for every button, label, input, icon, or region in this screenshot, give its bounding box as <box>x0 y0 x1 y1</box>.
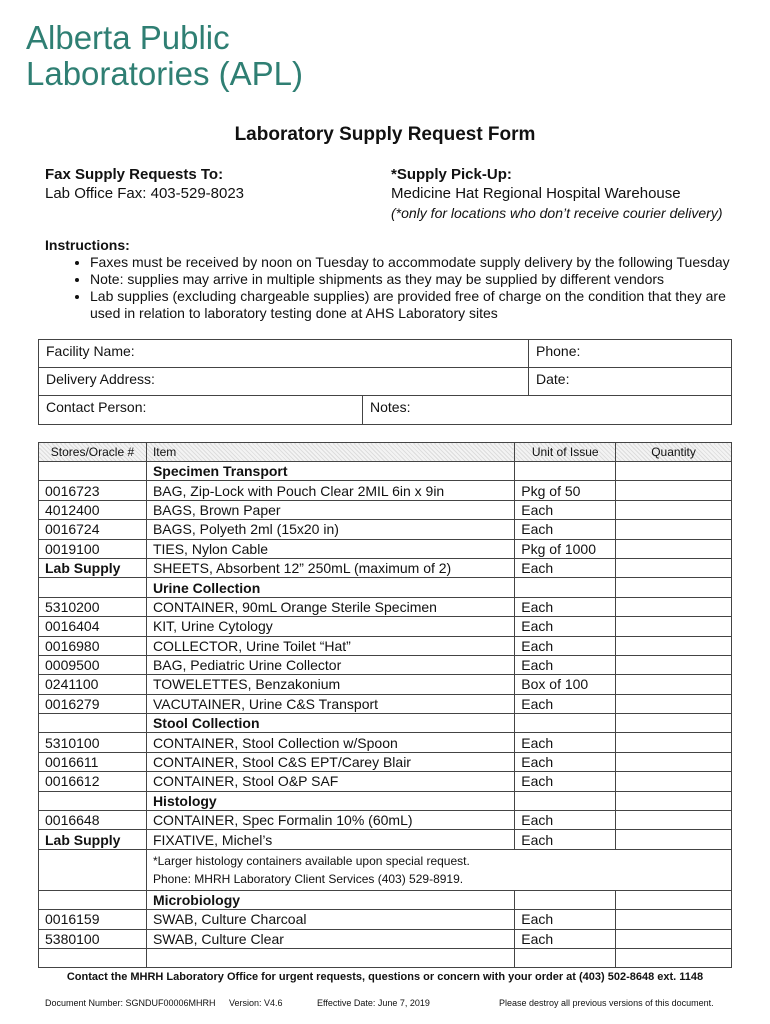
facility-info-table <box>38 339 732 425</box>
quantity-input-cell[interactable] <box>616 811 732 830</box>
fax-heading: Fax Supply Requests To: <box>45 166 224 183</box>
org-title-line2: Laboratories (APL) <box>26 55 303 92</box>
table-row <box>39 655 732 674</box>
stores-oracle-cell: Lab Supply <box>39 830 147 849</box>
supply-table-body <box>39 462 732 968</box>
supply-table <box>38 442 732 968</box>
item-cell: TIES, Nylon Cable <box>146 539 514 558</box>
stores-oracle-cell: 5310200 <box>39 597 147 616</box>
pickup-line: Medicine Hat Regional Hospital Warehouse <box>391 185 681 202</box>
table-row <box>39 929 732 948</box>
stores-oracle-cell: 0016404 <box>39 617 147 636</box>
table-row <box>39 539 732 558</box>
table-row <box>39 948 732 967</box>
unit-of-issue-cell: Each <box>515 597 616 616</box>
instructions <box>45 237 735 322</box>
table-row <box>39 617 732 636</box>
item-cell: BAGS, Polyeth 2ml (15x20 in) <box>146 520 514 539</box>
item-cell <box>146 948 514 967</box>
table-row <box>39 733 732 752</box>
unit-of-issue-cell: Each <box>515 500 616 519</box>
stores-oracle-cell: 0019100 <box>39 539 147 558</box>
stores-oracle-cell: 0016612 <box>39 772 147 791</box>
item-cell: SWAB, Culture Clear <box>146 929 514 948</box>
stores-oracle-cell <box>39 849 147 890</box>
item-cell: COLLECTOR, Urine Toilet “Hat” <box>146 636 514 655</box>
quantity-input-cell[interactable] <box>616 481 732 500</box>
category-label: Microbiology <box>146 890 514 909</box>
unit-of-issue-cell: Each <box>515 617 616 636</box>
quantity-input-cell[interactable] <box>616 890 732 909</box>
stores-oracle-cell: Lab Supply <box>39 558 147 577</box>
table-row <box>39 675 732 694</box>
unit-of-issue-cell <box>515 791 616 810</box>
quantity-input-cell[interactable] <box>616 500 732 519</box>
unit-of-issue-cell: Each <box>515 733 616 752</box>
pickup-note: (*only for locations who don’t receive courier delivery) <box>391 205 723 221</box>
stores-oracle-cell: 0016724 <box>39 520 147 539</box>
quantity-input-cell[interactable] <box>616 929 732 948</box>
unit-of-issue-cell: Each <box>515 694 616 713</box>
stores-oracle-cell <box>39 462 147 481</box>
quantity-input-cell[interactable] <box>616 462 732 481</box>
instruction-item: • Note: supplies may arrive in multiple shipments as they may be supplied by different vendors <box>90 271 735 288</box>
stores-oracle-cell <box>39 578 147 597</box>
unit-of-issue-cell <box>515 890 616 909</box>
quantity-input-cell[interactable] <box>616 578 732 597</box>
contact-footer: Contact the MHRH Laboratory Office for urgent requests, questions or concern with your order at (403) 502-8648 ext. 1148 <box>66 971 704 983</box>
item-cell: CONTAINER, Stool O&P SAF <box>146 772 514 791</box>
quantity-input-cell[interactable] <box>616 539 732 558</box>
phone-field[interactable]: Phone: <box>529 340 732 368</box>
unit-of-issue-cell: Each <box>515 910 616 929</box>
table-row <box>39 830 732 849</box>
stores-oracle-cell: 0016611 <box>39 752 147 771</box>
contact-person-field[interactable]: Contact Person: <box>39 396 363 425</box>
quantity-input-cell[interactable] <box>616 655 732 674</box>
stores-oracle-cell: 0016159 <box>39 910 147 929</box>
table-row <box>39 811 732 830</box>
category-row <box>39 462 732 481</box>
stores-oracle-cell: 0016648 <box>39 811 147 830</box>
note-line: *Larger histology containers available upon special request. <box>152 853 470 868</box>
date-field[interactable]: Date: <box>529 368 732 396</box>
item-cell: SHEETS, Absorbent 12” 250mL (maximum of 2) <box>146 558 514 577</box>
quantity-input-cell[interactable] <box>616 733 732 752</box>
item-cell: TOWELETTES, Benzakonium <box>146 675 514 694</box>
category-label: Urine Collection <box>146 578 514 597</box>
quantity-input-cell[interactable] <box>616 948 732 967</box>
unit-of-issue-cell: Each <box>515 752 616 771</box>
instructions-heading: Instructions: <box>45 237 130 253</box>
fax-line: Lab Office Fax: 403-529-8023 <box>45 185 245 202</box>
item-cell: CONTAINER, 90mL Orange Sterile Specimen <box>146 597 514 616</box>
instructions-list <box>45 254 735 322</box>
item-cell: BAGS, Brown Paper <box>146 500 514 519</box>
quantity-input-cell[interactable] <box>616 558 732 577</box>
category-label: Stool Collection <box>146 714 514 733</box>
item-cell: SWAB, Culture Charcoal <box>146 910 514 929</box>
category-label: Specimen Transport <box>146 462 514 481</box>
instruction-item: • Faxes must be received by noon on Tuesday to accommodate supply delivery by the following Tuesday <box>90 254 735 271</box>
item-cell: VACUTAINER, Urine C&S Transport <box>146 694 514 713</box>
stores-oracle-cell: 0241100 <box>39 675 147 694</box>
unit-of-issue-cell: Pkg of 1000 <box>515 539 616 558</box>
quantity-input-cell[interactable] <box>616 694 732 713</box>
category-row <box>39 578 732 597</box>
category-row <box>39 714 732 733</box>
quantity-input-cell[interactable] <box>616 636 732 655</box>
unit-of-issue-cell: Each <box>515 655 616 674</box>
quantity-input-cell[interactable] <box>616 910 732 929</box>
stores-oracle-cell: 0016723 <box>39 481 147 500</box>
table-row <box>39 636 732 655</box>
unit-of-issue-cell: Each <box>515 558 616 577</box>
stores-oracle-cell <box>39 791 147 810</box>
header-quantity: Quantity <box>616 443 732 462</box>
unit-of-issue-cell: Box of 100 <box>515 675 616 694</box>
quantity-input-cell[interactable] <box>616 520 732 539</box>
quantity-input-cell[interactable] <box>616 830 732 849</box>
fax-section <box>45 165 244 203</box>
stores-oracle-cell: 0016980 <box>39 636 147 655</box>
item-cell: FIXATIVE, Michel’s <box>146 830 514 849</box>
unit-of-issue-cell <box>515 578 616 597</box>
note-row <box>39 849 732 890</box>
item-cell <box>146 849 731 890</box>
table-row <box>39 694 732 713</box>
table-row <box>39 520 732 539</box>
instruction-item: • Lab supplies (excluding chargeable supplies) are provided free of charge on the condition that they are used in relation to laboratory testing done at AHS Laboratory sites <box>90 288 735 322</box>
effective-date: Effective Date: June 7, 2019 <box>317 998 430 1008</box>
organization-title <box>26 20 303 92</box>
table-row <box>39 752 732 771</box>
document-number: Document Number: SGNDUF00006MHRH <box>45 998 216 1008</box>
unit-of-issue-cell: Each <box>515 636 616 655</box>
document-version: Version: V4.6 <box>229 998 283 1008</box>
notes-field[interactable]: Notes: <box>363 396 732 425</box>
supply-table-header <box>39 443 732 462</box>
stores-oracle-cell: 0009500 <box>39 655 147 674</box>
header-unit-of-issue: Unit of Issue <box>515 443 616 462</box>
quantity-input-cell[interactable] <box>616 675 732 694</box>
unit-of-issue-cell: Each <box>515 811 616 830</box>
pickup-heading: *Supply Pick-Up: <box>391 166 512 183</box>
table-row <box>39 597 732 616</box>
unit-of-issue-cell <box>515 714 616 733</box>
quantity-input-cell[interactable] <box>616 791 732 810</box>
item-cell: CONTAINER, Stool Collection w/Spoon <box>146 733 514 752</box>
unit-of-issue-cell: Each <box>515 929 616 948</box>
destroy-notice: Please destroy all previous versions of this document. <box>499 998 714 1008</box>
unit-of-issue-cell <box>515 462 616 481</box>
quantity-input-cell[interactable] <box>616 752 732 771</box>
item-cell: CONTAINER, Stool C&S EPT/Carey Blair <box>146 752 514 771</box>
item-cell: BAG, Zip-Lock with Pouch Clear 2MIL 6in x 9in <box>146 481 514 500</box>
unit-of-issue-cell: Pkg of 50 <box>515 481 616 500</box>
pickup-section <box>391 165 722 223</box>
unit-of-issue-cell: Each <box>515 772 616 791</box>
category-label: Histology <box>146 791 514 810</box>
unit-of-issue-cell <box>515 948 616 967</box>
table-row <box>39 481 732 500</box>
stores-oracle-cell <box>39 890 147 909</box>
table-row <box>39 910 732 929</box>
item-cell: BAG, Pediatric Urine Collector <box>146 655 514 674</box>
stores-oracle-cell <box>39 714 147 733</box>
quantity-input-cell[interactable] <box>616 617 732 636</box>
table-row <box>39 500 732 519</box>
item-cell: CONTAINER, Spec Formalin 10% (60mL) <box>146 811 514 830</box>
header-item: Item <box>146 443 514 462</box>
unit-of-issue-cell: Each <box>515 830 616 849</box>
quantity-input-cell[interactable] <box>616 714 732 733</box>
stores-oracle-cell: 5380100 <box>39 929 147 948</box>
stores-oracle-cell: 0016279 <box>39 694 147 713</box>
note-line: Phone: MHRH Laboratory Client Services (403) 529-8919. <box>152 871 464 886</box>
quantity-input-cell[interactable] <box>616 597 732 616</box>
stores-oracle-cell: 5310100 <box>39 733 147 752</box>
stores-oracle-cell <box>39 948 147 967</box>
category-row <box>39 791 732 810</box>
delivery-address-field[interactable]: Delivery Address: <box>39 368 529 396</box>
org-title-line1: Alberta Public <box>26 19 230 56</box>
header-stores-oracle: Stores/Oracle # <box>39 443 147 462</box>
facility-name-field[interactable]: Facility Name: <box>39 340 529 368</box>
item-cell: KIT, Urine Cytology <box>146 617 514 636</box>
table-row <box>39 772 732 791</box>
form-title: Laboratory Supply Request Form <box>234 124 536 145</box>
stores-oracle-cell: 4012400 <box>39 500 147 519</box>
category-row <box>39 890 732 909</box>
quantity-input-cell[interactable] <box>616 772 732 791</box>
table-row <box>39 558 732 577</box>
unit-of-issue-cell: Each <box>515 520 616 539</box>
